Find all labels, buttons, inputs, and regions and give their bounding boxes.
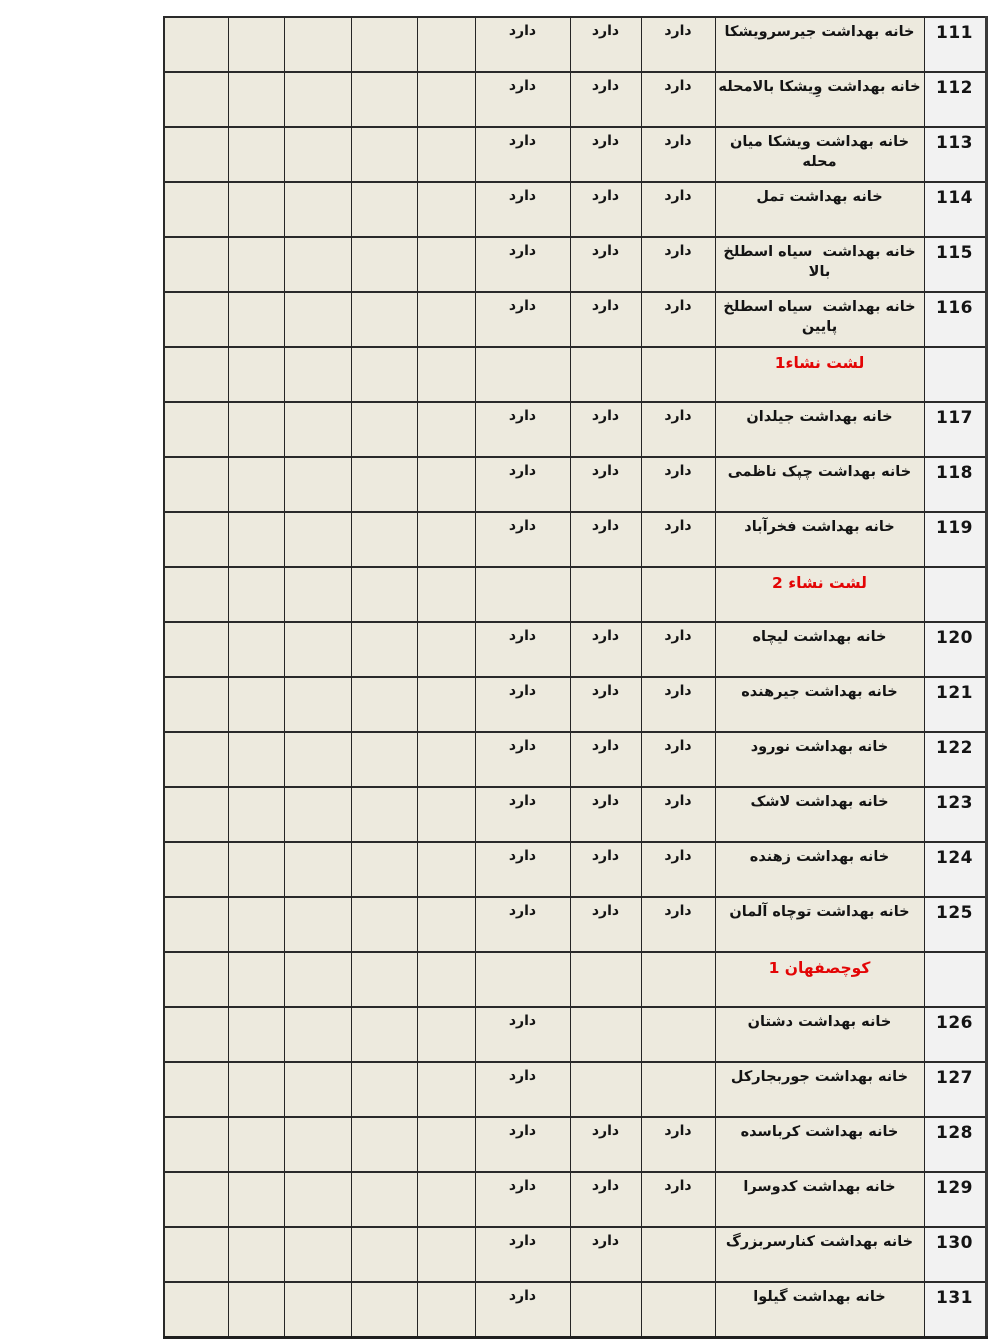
status-cell-2: دارد [570,17,641,72]
status-cell-3: دارد [475,237,570,292]
status-cell-1: دارد [641,72,715,127]
empty-cell-3 [284,457,351,512]
empty-cell-1 [417,17,475,72]
status-cell-1: دارد [641,1117,715,1172]
facility-name-cell: خانه بهداشت فخرآباد [715,512,924,567]
empty-cell-3 [284,897,351,952]
status-cell-3 [475,567,570,622]
empty-cell-5 [164,237,228,292]
facility-name-cell: خانه بهداشت نورود [715,732,924,787]
empty-cell-5 [164,182,228,237]
empty-cell-2 [351,1282,417,1338]
empty-cell-4 [228,732,284,787]
empty-cell-3 [284,622,351,677]
empty-cell-2 [351,347,417,402]
empty-cell-1 [417,622,475,677]
status-cell-3: دارد [475,17,570,72]
status-cell-1: دارد [641,17,715,72]
empty-cell-3 [284,402,351,457]
row-number-cell: 119 [924,512,986,567]
empty-cell-1 [417,457,475,512]
status-cell-2: دارد [570,512,641,567]
status-cell-3: دارد [475,1227,570,1282]
empty-cell-4 [228,567,284,622]
table-row [164,72,986,127]
empty-cell-5 [164,457,228,512]
empty-cell-2 [351,732,417,787]
table-row [164,787,986,842]
empty-cell-3 [284,72,351,127]
empty-cell-4 [228,292,284,347]
empty-cell-1 [417,897,475,952]
empty-cell-3 [284,952,351,1007]
empty-cell-2 [351,897,417,952]
empty-cell-3 [284,1227,351,1282]
status-cell-2: دارد [570,292,641,347]
status-cell-1: دارد [641,897,715,952]
facility-name-cell: خانه بهداشت گیلوا [715,1282,924,1338]
empty-cell-5 [164,567,228,622]
status-cell-1 [641,1227,715,1282]
table-row [164,17,986,72]
empty-cell-4 [228,677,284,732]
empty-cell-2 [351,127,417,182]
facility-name-cell: خانه بهداشت جیلدان [715,402,924,457]
table-row [164,842,986,897]
status-cell-3: دارد [475,1282,570,1338]
row-number-cell: 126 [924,1007,986,1062]
empty-cell-1 [417,1007,475,1062]
row-number-cell: 116 [924,292,986,347]
empty-cell-5 [164,1227,228,1282]
status-cell-3: دارد [475,732,570,787]
empty-cell-2 [351,1172,417,1227]
empty-cell-2 [351,457,417,512]
empty-cell-3 [284,292,351,347]
table-row [164,127,986,182]
status-cell-2: دارد [570,182,641,237]
empty-cell-1 [417,567,475,622]
empty-cell-3 [284,1062,351,1117]
empty-cell-5 [164,952,228,1007]
row-number-cell: 124 [924,842,986,897]
facility-name-cell: خانه بهداشت سیاه اسطلخ پایین [715,292,924,347]
facility-name-cell: خانه بهداشت زهنده [715,842,924,897]
empty-cell-3 [284,347,351,402]
row-number-cell: 113 [924,127,986,182]
table-row [164,402,986,457]
table-row [164,292,986,347]
empty-cell-2 [351,1007,417,1062]
empty-cell-4 [228,457,284,512]
status-cell-3: دارد [475,842,570,897]
empty-cell-4 [228,512,284,567]
empty-cell-4 [228,842,284,897]
table-row [164,512,986,567]
empty-cell-4 [228,402,284,457]
empty-cell-2 [351,842,417,897]
empty-cell-1 [417,952,475,1007]
row-number-cell: 125 [924,897,986,952]
table-row [164,732,986,787]
status-cell-1 [641,1282,715,1338]
table-row [164,1282,986,1338]
row-number-cell: 118 [924,457,986,512]
row-number-cell: 127 [924,1062,986,1117]
status-cell-1 [641,1007,715,1062]
table-row [164,1172,986,1227]
row-number-cell: 114 [924,182,986,237]
empty-cell-3 [284,512,351,567]
empty-cell-3 [284,182,351,237]
row-number-cell: 117 [924,402,986,457]
empty-cell-1 [417,182,475,237]
empty-cell-1 [417,842,475,897]
empty-cell-3 [284,17,351,72]
status-cell-2 [570,1007,641,1062]
status-cell-3: دارد [475,897,570,952]
empty-cell-4 [228,1172,284,1227]
empty-cell-1 [417,347,475,402]
row-number-cell: 112 [924,72,986,127]
empty-cell-5 [164,17,228,72]
status-cell-3: دارد [475,512,570,567]
facility-name-cell: خانه بهداشت دشتان [715,1007,924,1062]
status-cell-3: دارد [475,127,570,182]
empty-cell-1 [417,732,475,787]
empty-cell-5 [164,842,228,897]
empty-cell-5 [164,292,228,347]
empty-cell-2 [351,402,417,457]
facility-name-cell: خانه بهداشت کدوسرا [715,1172,924,1227]
empty-cell-2 [351,787,417,842]
empty-cell-2 [351,567,417,622]
empty-cell-5 [164,1282,228,1338]
status-cell-2: دارد [570,787,641,842]
facility-name-cell: خانه بهداشت توچاه آلمان [715,897,924,952]
empty-cell-5 [164,1062,228,1117]
status-cell-1 [641,347,715,402]
empty-cell-4 [228,787,284,842]
status-cell-2: دارد [570,72,641,127]
empty-cell-5 [164,1172,228,1227]
empty-cell-3 [284,567,351,622]
empty-cell-5 [164,127,228,182]
row-number-cell: 131 [924,1282,986,1338]
section-title: لشت نشاء 2 [715,567,924,622]
row-number-cell: 121 [924,677,986,732]
empty-cell-5 [164,72,228,127]
section-title: کوچصفهان 1 [715,952,924,1007]
status-cell-2 [570,1282,641,1338]
table-body [164,17,986,1338]
empty-cell-4 [228,952,284,1007]
status-cell-3: دارد [475,787,570,842]
table-row [164,1062,986,1117]
facility-name-cell: خانه بهداشت جیرهنده [715,677,924,732]
status-cell-3: دارد [475,72,570,127]
empty-cell-1 [417,127,475,182]
status-cell-2 [570,1062,641,1117]
table-row [164,182,986,237]
status-cell-3 [475,347,570,402]
empty-cell-4 [228,1117,284,1172]
empty-cell-3 [284,732,351,787]
table-row [164,1117,986,1172]
empty-cell-4 [228,182,284,237]
empty-cell-2 [351,622,417,677]
empty-cell-1 [417,1227,475,1282]
status-cell-3: دارد [475,1172,570,1227]
empty-cell-1 [417,237,475,292]
health-house-table [163,16,988,1339]
section-row [164,347,986,402]
empty-cell-1 [417,292,475,347]
status-cell-1: دارد [641,402,715,457]
status-cell-2 [570,952,641,1007]
empty-cell-4 [228,1062,284,1117]
status-cell-2: دارد [570,402,641,457]
empty-cell-2 [351,72,417,127]
table-row [164,1227,986,1282]
empty-cell-2 [351,1117,417,1172]
facility-name-cell: خانه بهداشت کنارسربزرگ [715,1227,924,1282]
empty-cell-4 [228,1227,284,1282]
empty-cell-4 [228,1007,284,1062]
status-cell-3: دارد [475,677,570,732]
status-cell-2: دارد [570,622,641,677]
status-cell-1: دارد [641,677,715,732]
empty-cell-5 [164,677,228,732]
empty-cell-1 [417,677,475,732]
section-row [164,952,986,1007]
row-number-cell [924,952,986,1007]
status-cell-3 [475,952,570,1007]
facility-name-cell: خانه بهداشت ویشکا میان محله [715,127,924,182]
empty-cell-4 [228,237,284,292]
facility-name-cell: خانه بهداشت چپک ناظمی [715,457,924,512]
status-cell-2: دارد [570,732,641,787]
facility-name-cell: خانه بهداشت لاشک [715,787,924,842]
empty-cell-3 [284,237,351,292]
status-cell-2: دارد [570,1117,641,1172]
section-title: لشت نشاء1 [715,347,924,402]
empty-cell-5 [164,402,228,457]
status-cell-2 [570,347,641,402]
status-cell-1: دارد [641,1172,715,1227]
row-number-cell: 111 [924,17,986,72]
empty-cell-4 [228,72,284,127]
status-cell-1: دارد [641,787,715,842]
empty-cell-2 [351,1227,417,1282]
empty-cell-5 [164,1007,228,1062]
empty-cell-1 [417,402,475,457]
status-cell-3: دارد [475,1062,570,1117]
table-row [164,897,986,952]
section-row [164,567,986,622]
empty-cell-5 [164,787,228,842]
empty-cell-1 [417,1282,475,1338]
empty-cell-3 [284,1172,351,1227]
status-cell-2 [570,567,641,622]
row-number-cell: 115 [924,237,986,292]
facility-name-cell: خانه بهداشت وِیشکا بالامحله [715,72,924,127]
status-cell-1: دارد [641,127,715,182]
table-row [164,457,986,512]
empty-cell-5 [164,622,228,677]
empty-cell-4 [228,897,284,952]
empty-cell-5 [164,347,228,402]
empty-cell-1 [417,787,475,842]
status-cell-1 [641,952,715,1007]
empty-cell-3 [284,1282,351,1338]
status-cell-3: دارد [475,182,570,237]
status-cell-1: دارد [641,732,715,787]
empty-cell-2 [351,237,417,292]
facility-name-cell: خانه بهداشت جوربجارکل [715,1062,924,1117]
status-cell-1: دارد [641,292,715,347]
empty-cell-3 [284,127,351,182]
status-cell-3: دارد [475,622,570,677]
empty-cell-3 [284,1117,351,1172]
empty-cell-2 [351,1062,417,1117]
empty-cell-3 [284,842,351,897]
row-number-cell: 123 [924,787,986,842]
status-cell-3: دارد [475,292,570,347]
empty-cell-2 [351,677,417,732]
status-cell-2: دارد [570,1227,641,1282]
facility-name-cell: خانه بهداشت کرباسده [715,1117,924,1172]
facility-name-cell: خانه بهداشت لیچاه [715,622,924,677]
empty-cell-4 [228,1282,284,1338]
status-cell-3: دارد [475,402,570,457]
status-cell-1: دارد [641,457,715,512]
status-cell-2: دارد [570,127,641,182]
facility-name-cell: خانه بهداشت جیرسرویشکا [715,17,924,72]
empty-cell-2 [351,292,417,347]
status-cell-2: دارد [570,457,641,512]
row-number-cell: 129 [924,1172,986,1227]
empty-cell-5 [164,512,228,567]
empty-cell-5 [164,1117,228,1172]
empty-cell-1 [417,512,475,567]
empty-cell-1 [417,1117,475,1172]
empty-cell-2 [351,952,417,1007]
empty-cell-2 [351,182,417,237]
empty-cell-1 [417,1172,475,1227]
status-cell-1: دارد [641,622,715,677]
empty-cell-3 [284,1007,351,1062]
empty-cell-4 [228,17,284,72]
status-cell-3: دارد [475,1117,570,1172]
table-row [164,1007,986,1062]
table-row [164,622,986,677]
row-number-cell: 122 [924,732,986,787]
facility-name-cell: خانه بهداشت تمل [715,182,924,237]
status-cell-2: دارد [570,897,641,952]
status-cell-2: دارد [570,677,641,732]
status-cell-3: دارد [475,457,570,512]
row-number-cell: 130 [924,1227,986,1282]
row-number-cell [924,347,986,402]
facility-name-cell: خانه بهداشت سیاه اسطلخ بالا [715,237,924,292]
status-cell-1 [641,1062,715,1117]
empty-cell-1 [417,72,475,127]
empty-cell-4 [228,347,284,402]
row-number-cell: 128 [924,1117,986,1172]
status-cell-1: دارد [641,842,715,897]
table-row [164,677,986,732]
status-cell-1: دارد [641,237,715,292]
row-number-cell [924,567,986,622]
empty-cell-3 [284,677,351,732]
status-cell-2: دارد [570,1172,641,1227]
row-number-cell: 120 [924,622,986,677]
status-cell-2: دارد [570,237,641,292]
empty-cell-5 [164,897,228,952]
status-cell-1 [641,567,715,622]
empty-cell-5 [164,732,228,787]
status-cell-1: دارد [641,512,715,567]
table-row [164,237,986,292]
status-cell-3: دارد [475,1007,570,1062]
empty-cell-2 [351,17,417,72]
empty-cell-1 [417,1062,475,1117]
empty-cell-4 [228,127,284,182]
empty-cell-3 [284,787,351,842]
empty-cell-4 [228,622,284,677]
status-cell-1: دارد [641,182,715,237]
empty-cell-2 [351,512,417,567]
status-cell-2: دارد [570,842,641,897]
